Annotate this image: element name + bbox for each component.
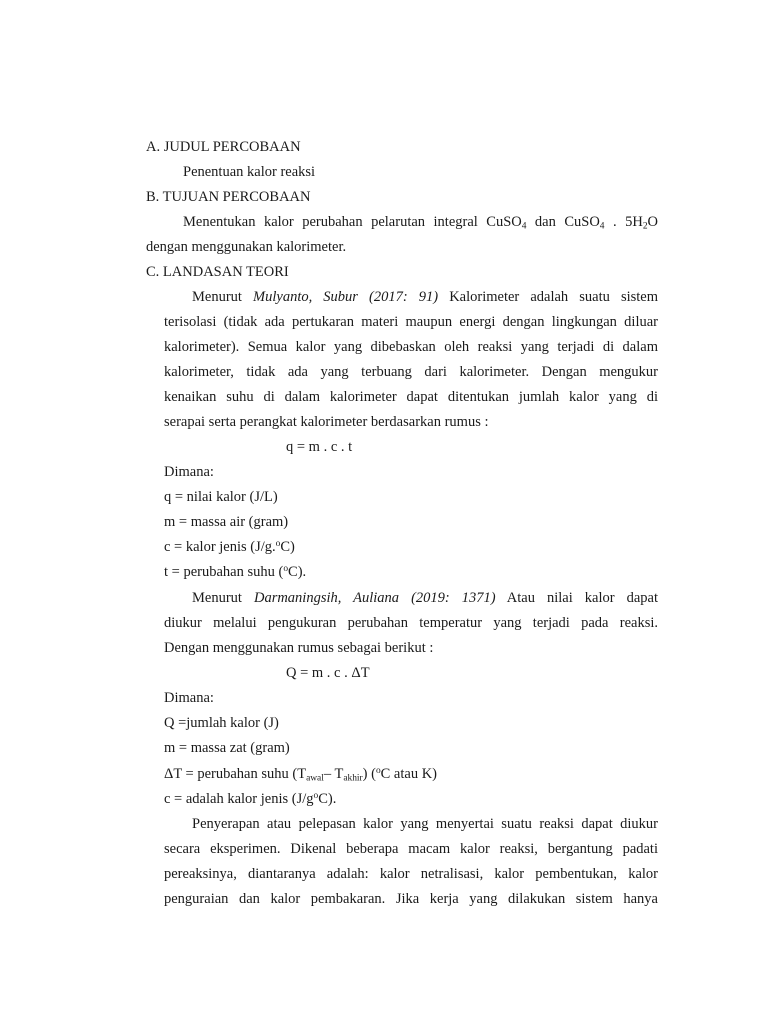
para1-line: kenaikan suhu di dalam kalorimeter dapat ditentukan jumlah kalor yang di [164, 389, 658, 405]
section-a-heading: A. JUDUL PERCOBAAN [146, 139, 301, 155]
formula-q: q = m . c . t [286, 439, 353, 455]
definition-Q: Q =jumlah kalor (J) [164, 715, 279, 731]
para3-first-line: Penyerapan atau pelepasan kalor yang menyertai suatu reaksi dapat diukur [192, 816, 658, 832]
dimana-label: Dimana: [164, 690, 214, 706]
definition-m: m = massa zat (gram) [164, 740, 290, 756]
section-c-heading: C. LANDASAN TEORI [146, 264, 289, 280]
definition-c: c = kalor jenis (J/g.$^o$C) [164, 538, 295, 555]
para2-last-line: Dengan menggunakan rumus sebagai berikut : [164, 640, 434, 656]
dimana-label: Dimana: [164, 464, 214, 480]
para2-line: diukur melalui pengukuran perubahan temperatur yang terjadi pada reaksi. [164, 615, 658, 631]
para1-line: terisolasi (tidak ada pertukaran materi maupun energi dengan lingkungan diluar [164, 314, 658, 330]
definition-t: t = perubahan suhu ($^o$C). [164, 563, 307, 580]
section-b-text-line1: Menentukan kalor perubahan pelarutan integral CuSO$_4$ dan CuSO$_4$ . $5H_2O$ [183, 214, 658, 231]
para1-last-line: serapai serta perangkat kalorimeter berdasarkan rumus : [164, 414, 489, 430]
para1-first-line: Menurut Mulyanto, Subur (2017: 91) Kalorimeter adalah suatu sistem [192, 289, 658, 305]
formula-Q: Q = m . c . ΔT [286, 665, 370, 681]
definition-m: m = massa air (gram) [164, 514, 289, 530]
para3-line: penguraian dan kalor pembakaran. Jika kerja yang dilakukan sistem hanya [164, 891, 658, 907]
definition-delta-t: ΔT = perubahan suhu ($T_{awal}-$ $T_{akhir}$) ($^o$C atau K) [164, 765, 438, 784]
citation-darmaningsih: Darmaningsih, Auliana (2019: 1371) [253, 590, 496, 606]
para3-line: pereaksinya, diantaranya adalah: kalor netralisasi, kalor pembentukan, kalor [164, 866, 658, 882]
section-b-text-line2: dengan menggunakan kalorimeter. [146, 239, 347, 255]
para2-first-line: Menurut Darmaningsih, Auliana (2019: 1371) Atau nilai kalor dapat [192, 590, 658, 606]
definition-q: q = nilai kalor (J/L) [164, 489, 278, 505]
citation-mulyanto: Mulyanto, Subur (2017: 91) [253, 289, 439, 305]
section-b-heading: B. TUJUAN PERCOBAAN [146, 189, 311, 205]
para1-line: kalorimeter, tidak ada yang terbuang dari kalorimeter. Dengan mengukur [164, 364, 658, 380]
para1-line: kalorimeter). Semua kalor yang dibebaskan oleh reaksi yang terjadi di dalam [164, 339, 658, 355]
para3-line: secara eksperimen. Dikenal beberapa macam kalor reaksi, bergantung padati [164, 841, 658, 857]
definition-c: c = adalah kalor jenis $(J/g^oC)$. [164, 790, 337, 807]
section-a-content: Penentuan kalor reaksi [183, 164, 316, 180]
